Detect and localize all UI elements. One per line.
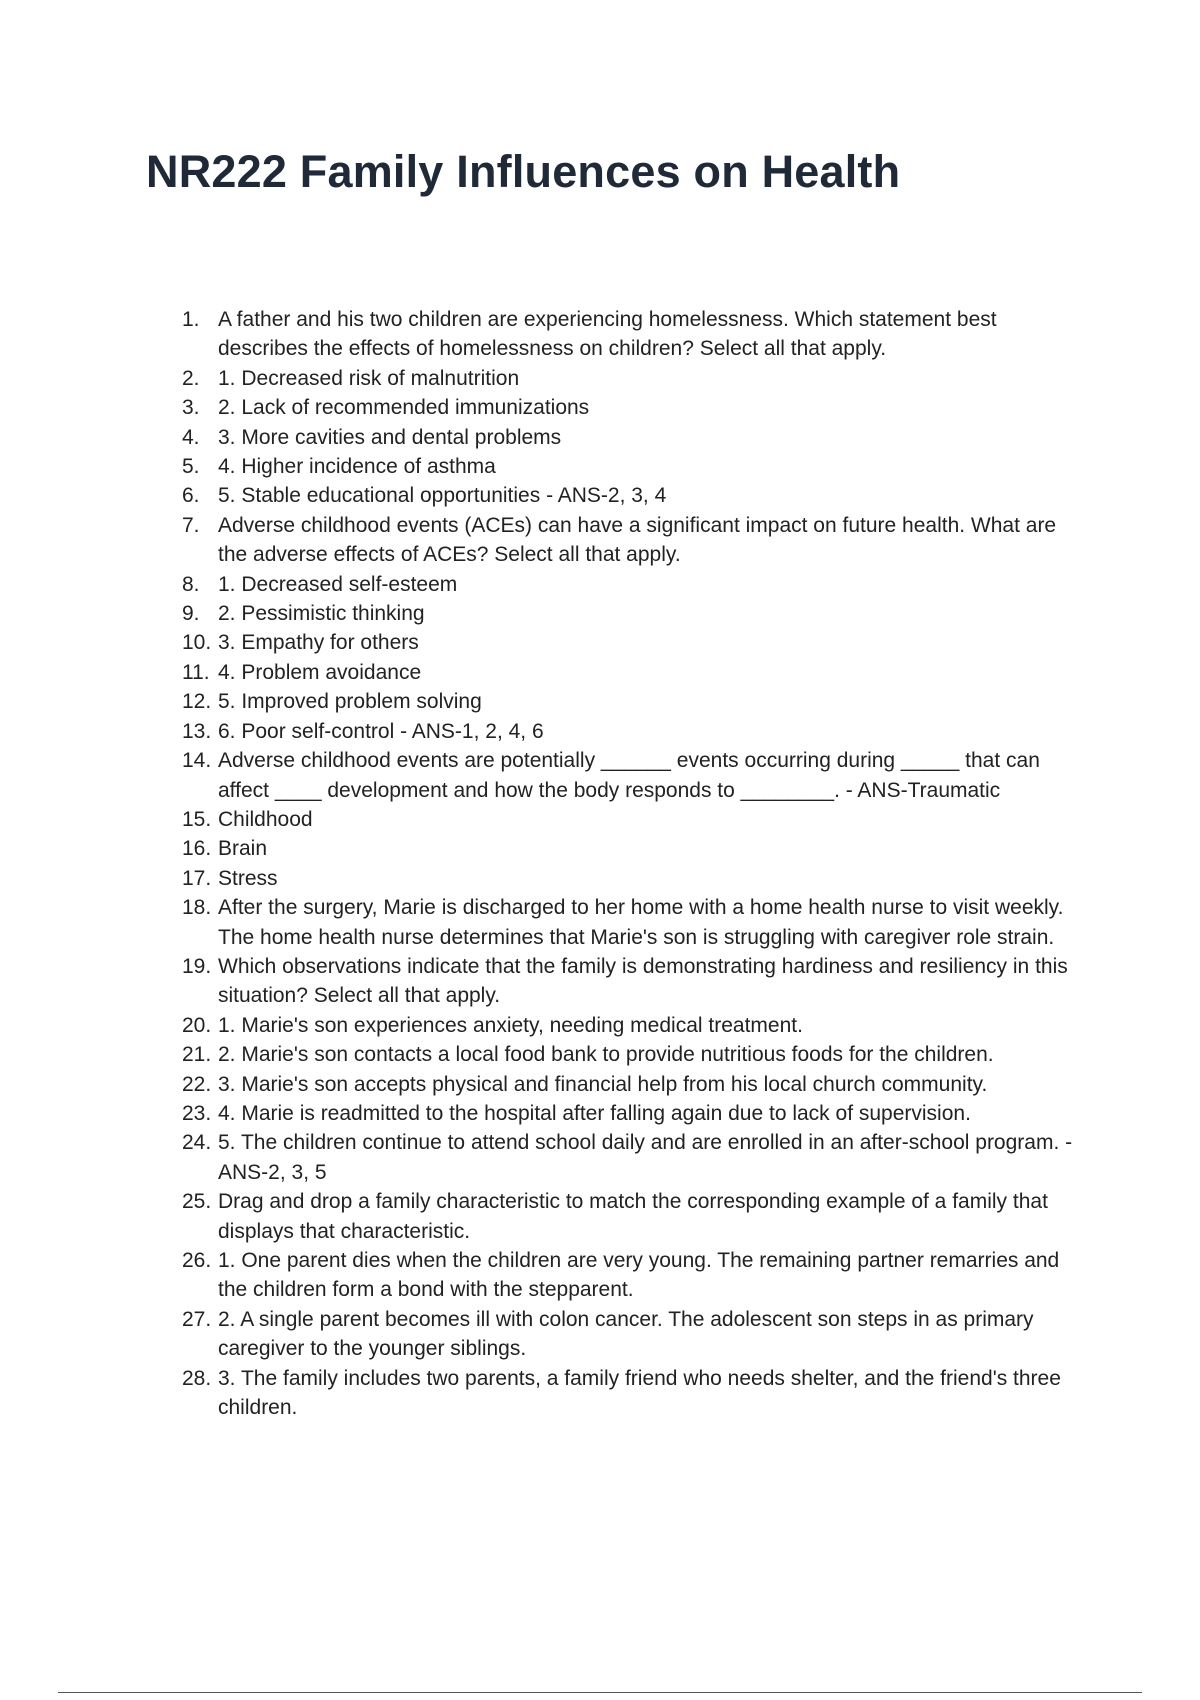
list-item [182,628,1082,657]
list-item [182,570,1082,599]
bottom-divider [58,1692,1142,1693]
list-item [182,805,1082,834]
item-text: 3. Empathy for others [218,631,419,655]
item-text: 2. Pessimistic thinking [218,602,425,626]
item-number: 2. [182,366,200,390]
item-text: Childhood [218,807,313,831]
list-item [182,1128,1082,1187]
item-number: 6. [182,484,200,508]
list-item [182,452,1082,481]
list-item [182,658,1082,687]
item-number: 23. [182,1101,212,1125]
item-text: 5. Improved problem solving [218,690,482,714]
list-item [182,952,1082,1011]
item-number: 12. [182,690,212,714]
item-number: 15. [182,807,212,831]
list-item [182,423,1082,452]
list-item [182,717,1082,746]
item-text: 2. A single parent becomes ill with colon cancer. The adolescent son steps in as primary caregiver to the younger siblings. [218,1307,1034,1361]
list-item [182,864,1082,893]
list-item [182,511,1082,570]
item-text: Brain [218,837,268,861]
item-text: Adverse childhood events (ACEs) can have a significant impact on future health. What are the adverse effects of ACEs? Select all that apply. [218,513,1057,567]
item-text: 1. Marie's son experiences anxiety, needing medical treatment. [218,1013,803,1037]
item-text: 1. One parent dies when the children are very young. The remaining partner remarries and the children form a bond with the stepparent. [218,1249,1060,1302]
page-title: NR222 Family Influences on Health [146,146,901,197]
item-text: 1. Decreased self-esteem [218,572,458,596]
item-number: 25. [182,1190,212,1214]
item-text: Drag and drop a family characteristic to match the corresponding example of a family that displays that characteristic. [218,1190,1048,1243]
list-item [182,599,1082,628]
item-number: 22. [182,1072,212,1096]
item-text: A father and his two children are experiencing homelessness. Which statement best describes the effects of homelessness on children? Select all that apply. [218,308,997,361]
list-item [182,1305,1082,1364]
item-text: 3. Marie's son accepts physical and financial help from his local church community. [218,1072,988,1096]
list-item [182,305,1082,364]
item-number: 3. [182,396,200,420]
list-item [182,1070,1082,1099]
item-number: 9. [182,602,200,626]
item-text: 2. Marie's son contacts a local food bank to provide nutritious foods for the children. [218,1043,994,1067]
list-item [182,1364,1082,1423]
item-number: 4. [182,425,200,449]
list-item [182,1099,1082,1128]
item-text: 3. More cavities and dental problems [218,425,562,449]
item-number: 5. [182,455,200,479]
item-number: 24. [182,1131,212,1155]
item-text: After the surgery, Marie is discharged to her home with a home health nurse to visit weekly. The home health nurse determines that Marie's son is struggling with caregiver role strain. [218,896,1064,949]
item-number: 21. [182,1043,212,1067]
item-number: 27. [182,1307,212,1331]
item-text: 4. Problem avoidance [218,660,422,684]
list-item [182,834,1082,863]
item-number: 13. [182,719,212,743]
list-item [182,746,1082,805]
item-text: 5. Stable educational opportunities - ANS-2, 3, 4 [218,484,667,508]
item-number: 16. [182,837,212,861]
item-number: 18. [182,896,212,920]
item-number: 7. [182,513,200,537]
list-item [182,1246,1082,1305]
item-text: Adverse childhood events are potentially ______ events occurring during _____ that can affect ____ development and how the body responds to ________. - ANS-Traumatic [218,749,1040,802]
question-list [182,305,1082,1422]
item-number: 10. [182,631,212,655]
list-item [182,481,1082,510]
item-text: Which observations indicate that the family is demonstrating hardiness and resiliency in this situation? Select all that apply. [218,954,1068,1008]
list-item [182,393,1082,422]
item-text: 4. Higher incidence of asthma [218,455,496,479]
item-number: 1. [182,308,200,331]
item-text: 2. Lack of recommended immunizations [218,396,590,420]
item-number: 20. [182,1013,212,1037]
item-text: 4. Marie is readmitted to the hospital after falling again due to lack of supervision. [218,1101,971,1125]
item-text: 6. Poor self-control - ANS-1, 2, 4, 6 [218,719,544,743]
list-item [182,687,1082,716]
item-number: 28. [182,1366,212,1390]
list-item [182,893,1082,952]
list-item [182,1011,1082,1040]
list-item [182,364,1082,393]
item-text: 3. The family includes two parents, a family friend who needs shelter, and the friend's three children. [218,1366,1061,1420]
item-number: 8. [182,572,200,596]
item-number: 17. [182,866,212,890]
item-number: 26. [182,1249,212,1272]
item-text: 5. The children continue to attend school daily and are enrolled in an after-school program. - ANS-2, 3, 5 [218,1131,1073,1184]
item-text: 1. Decreased risk of malnutrition [218,366,520,390]
item-number: 11. [182,660,210,684]
item-number: 19. [182,954,212,978]
list-item [182,1187,1082,1246]
item-number: 14. [182,749,212,773]
item-text: Stress [218,866,278,890]
list-item [182,1040,1082,1069]
